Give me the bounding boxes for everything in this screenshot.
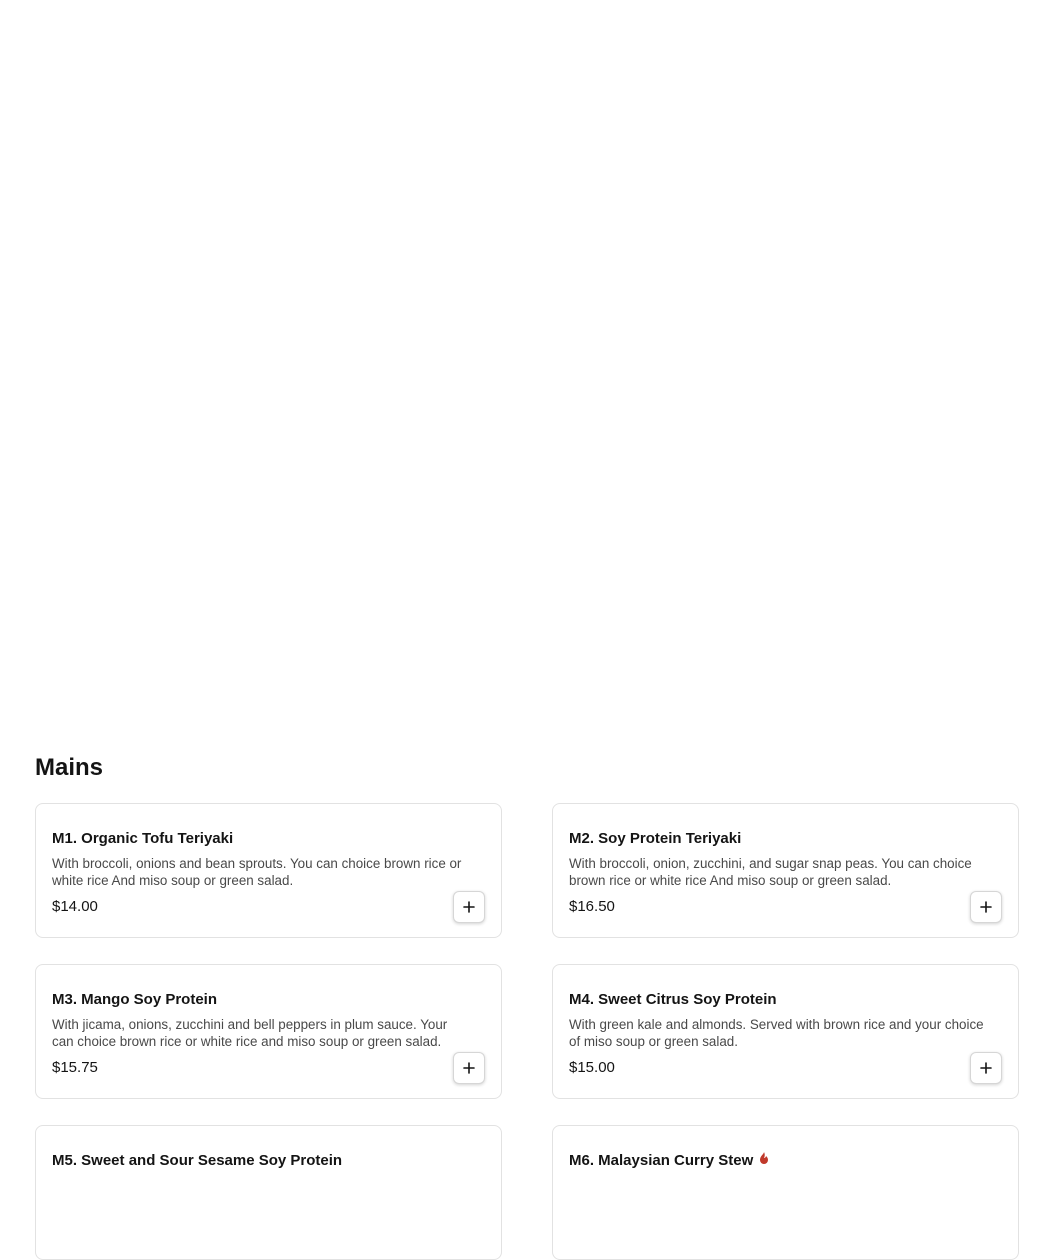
- menu-item-name: M2. Soy Protein Teriyaki: [569, 830, 742, 847]
- menu-item-name: M6. Malaysian Curry Stew: [569, 1152, 754, 1169]
- plus-icon: [463, 1062, 475, 1074]
- menu-item-description: With jicama, onions, zucchini and bell peppers in plum sauce. Your can choice brown rice or white rice and miso soup or green salad.: [52, 1017, 448, 1049]
- menu-item-card[interactable]: [35, 803, 502, 938]
- menu-item-price: $14.00: [52, 898, 98, 915]
- plus-icon: [980, 1062, 992, 1074]
- menu-item-card[interactable]: [35, 1125, 502, 1260]
- menu-item-name: M3. Mango Soy Protein: [52, 991, 218, 1008]
- menu-item-name-row: [569, 1151, 771, 1173]
- menu-item-card[interactable]: [35, 964, 502, 1099]
- add-to-cart-button[interactable]: [453, 891, 485, 923]
- add-to-cart-button[interactable]: [970, 891, 1002, 923]
- menu-item-description: With green kale and almonds. Served with brown rice and your choice of miso soup or green salad.: [569, 1017, 984, 1049]
- menu-item-price: $15.00: [569, 1059, 615, 1076]
- menu-item-name: M5. Sweet and Sour Sesame Soy Protein: [52, 1152, 343, 1169]
- menu-item-card[interactable]: [552, 1125, 1019, 1260]
- add-to-cart-button[interactable]: [970, 1052, 1002, 1084]
- spicy-pepper-icon: [757, 1151, 771, 1173]
- menu-item-price: $16.50: [569, 898, 615, 915]
- plus-icon: [980, 901, 992, 913]
- menu-item-name: M4. Sweet Citrus Soy Protein: [569, 991, 777, 1008]
- menu-item-name: M1. Organic Tofu Teriyaki: [52, 830, 234, 847]
- menu-item-card[interactable]: [552, 964, 1019, 1099]
- section-title: Mains: [35, 754, 104, 781]
- plus-icon: [463, 901, 475, 913]
- menu-item-description: With broccoli, onions and bean sprouts. You can choice brown rice or white rice And miso soup or green salad.: [52, 856, 462, 888]
- menu-item-price: $15.75: [52, 1059, 98, 1076]
- menu-item-description: With broccoli, onion, zucchini, and sugar snap peas. You can choice brown rice or white rice And miso soup or green salad.: [569, 856, 972, 888]
- menu-item-card[interactable]: [552, 803, 1019, 938]
- add-to-cart-button[interactable]: [453, 1052, 485, 1084]
